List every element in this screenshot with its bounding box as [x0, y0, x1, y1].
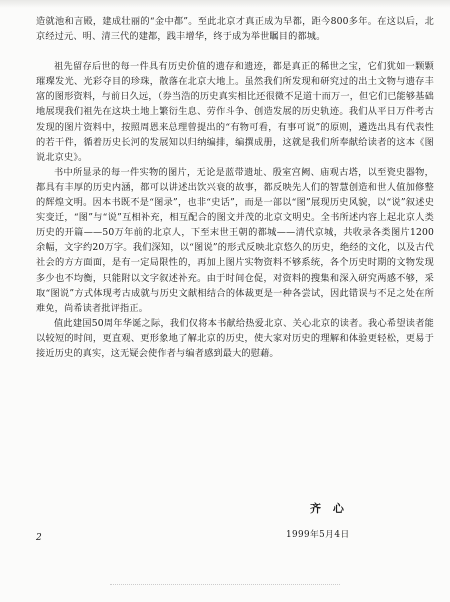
- scan-edge-shadow: [0, 0, 450, 8]
- author-signature: 齐 心: [310, 502, 348, 515]
- paragraph-heritage: 祖先留存后世的每一件具有历史价值的遗存和遗迹，都是真正的稀世之宝，它们犹如一颗颗璀璨发光、光彩夺目的珍珠，散落在北京大地上。虽然我们所发现和研究过的出土文物与遗存丰富的图形资料，与前日久远，（券当浩的历史真实相比还很微不足道十而万一，但它们已能够基础地展现我们祖先在这块土地上繁衍生息、劳作斗争、创造发展的历史轨迹。我们从平日万件考古发现的图片资料中，按照周恩来总理曾提出的“有物可看，有事可说”的原则，遴选出具有代表性的若干件，循着历史长河的发展知以归纳编排，编撰成册，这就是我们所奉献给读者的这本《图说北京史》。: [36, 61, 434, 163]
- preface-body: [36, 14, 434, 361]
- scan-artifact: [110, 584, 340, 588]
- page-number: 2: [36, 533, 42, 543]
- paragraph-book-description: 书中所显录的每一件实物的图片，无论是蓝带遗址、殷室宫阙、庙观古塔，以至瓷史器物，都具有丰厚的历史内涵，都可以讲述出饮兴衰的故事，都反映先人们的智慧创造和世人值加修整的辉煌文明。因本书既不是“图录”，也非“史话”，而是一部以“图”展现历史风貌，以“说”叙述史实变迁，“图”与“说”互相补充，相互配合的图文并茂的北京文明史。全书所述内容上起北京人类历史的开篇——50万年前的北京人，下至末世王朝的都城——清代京城，共收录各类图片1200余幅，文字约20万字。我们深知，以“图说”的形式反映北京悠久的历史，绝经的文化，以及古代社会的方方面面，是有一定局限性的，再加上图片实物资料不够系统，各个历史时期的文物发现多少也不均衡，只能附以文字叙述补充。由于时间仓促，对资料的搜集和深入研究两感不够，采取“图说”方式体现考古成就与历史文献相结合的体裁更是一种各尝试，因此错误与不足之处在所难免，尚希读者批评指正。: [36, 166, 434, 314]
- paragraph-continuation: 造就池和言殿，建成壮丽的“金中都”。至此北京才真正成为早都，距今800多年。在这以后，北京经过元、明、清三代的建都，践丰增华，终于成为举世瞩目的都城。: [36, 16, 434, 43]
- signature-date: 1999年5月4日: [286, 530, 350, 540]
- paragraph-dedication: 值此建国50周年华诞之际，我们仅将本书献给热爱北京、关心北京的读者。我心希望读者能以较短的时间，更直观、更形象地了解北京的历史，使大家对历史的理解和体验更轻松，更易于接近历史的真实，这无疑会使作者与编者感到最大的慰藉。: [36, 317, 434, 359]
